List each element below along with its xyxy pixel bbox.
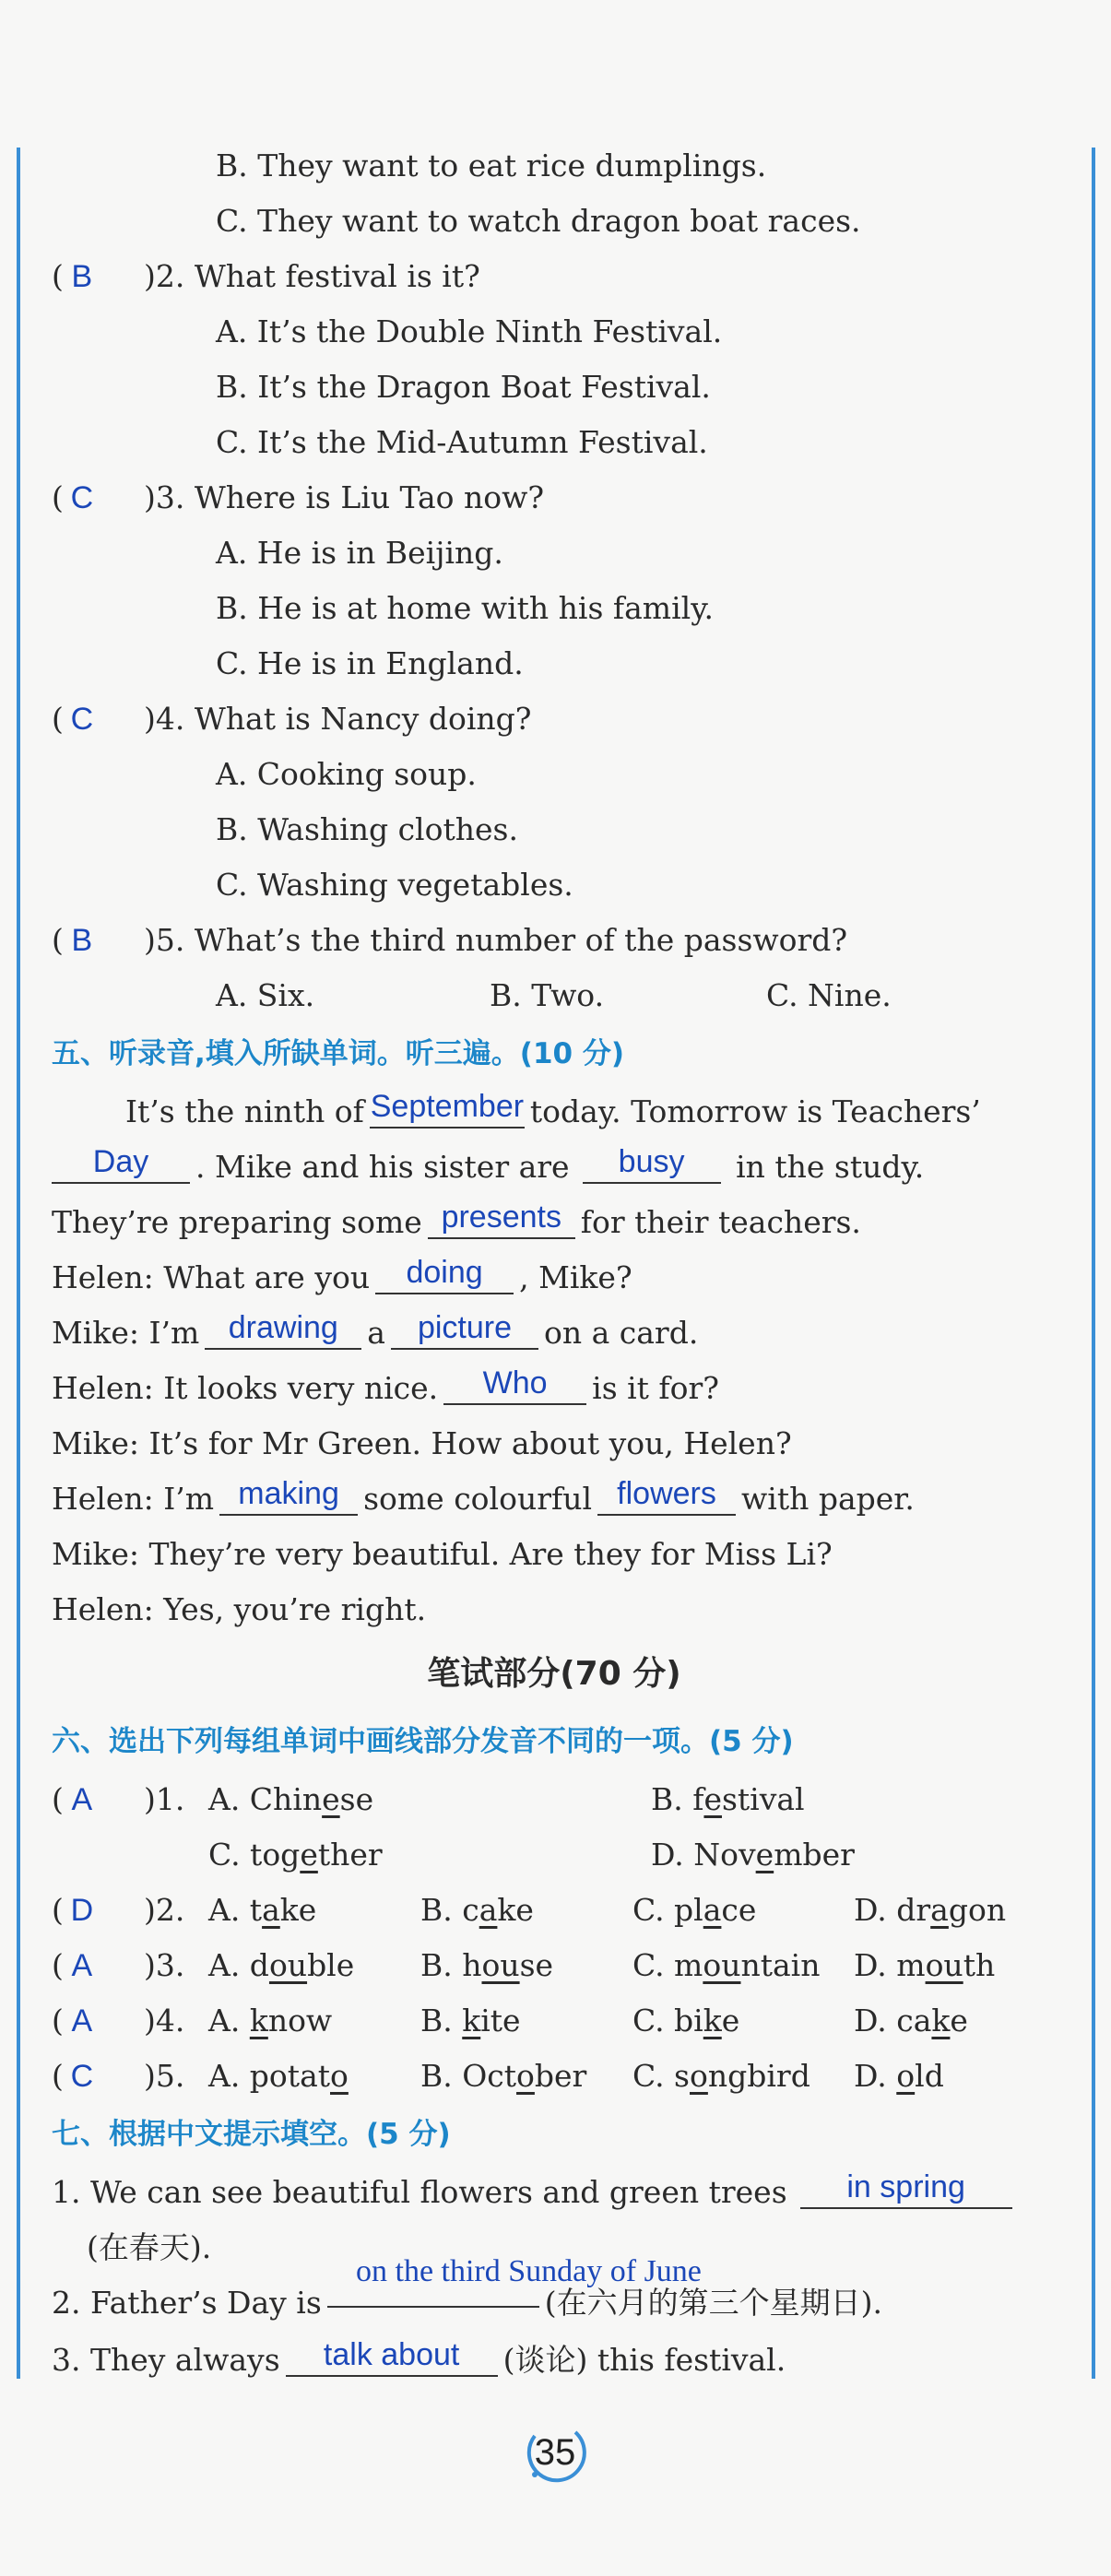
- option-c: C. mountain: [632, 1947, 821, 1983]
- option-c: C. bike: [632, 2003, 740, 2038]
- answer-blank: picture: [391, 1307, 538, 1350]
- passage-text: today. Tomorrow is Teachers’: [529, 1093, 981, 1129]
- option-d: D. cake: [854, 2003, 968, 2038]
- passage-line: Mike: They’re very beautiful. Are they for Miss Li?: [52, 1536, 833, 1572]
- option-c: C. Nine.: [766, 977, 892, 1013]
- answer-blank: Day: [52, 1141, 190, 1184]
- option-line: C. It’s the Mid-Autumn Festival.: [216, 424, 708, 460]
- answer-paren: ( C: [52, 2049, 100, 2104]
- answer-paren: ( A: [52, 1993, 100, 2049]
- passage-text: . Mike and his sister are: [195, 1149, 570, 1185]
- option-b: B. October: [420, 2058, 587, 2094]
- phonics-question: [52, 1883, 1057, 1938]
- answer-letter: C: [70, 2059, 94, 2094]
- question-number: )3.: [144, 479, 185, 515]
- option-a: A. Six.: [216, 977, 315, 1013]
- option-line: B. Washing clothes.: [216, 811, 518, 847]
- option-line: B. He is at home with his family.: [216, 590, 714, 626]
- option-line: C. Washing vegetables.: [216, 867, 573, 903]
- fill-line: (在春天).: [87, 2229, 212, 2265]
- option-a: A. take: [208, 1892, 317, 1928]
- question-number: )2.: [144, 258, 185, 294]
- passage-text: in the study.: [736, 1149, 925, 1185]
- passage-text: is it for?: [592, 1370, 719, 1406]
- passage-text: It’s the ninth of: [125, 1093, 364, 1129]
- page-number: 35: [518, 2416, 592, 2489]
- answer-blank: September: [370, 1086, 525, 1128]
- passage-line: [52, 1250, 1057, 1306]
- passage-text: Mike: I’m: [52, 1315, 200, 1351]
- option-line: C. He is in England.: [216, 645, 524, 681]
- option-row: [52, 968, 1057, 1023]
- answer-letter: A: [71, 1948, 93, 1983]
- option-d: D. November: [651, 1837, 855, 1873]
- passage-line: Mike: It’s for Mr Green. How about you, Helen?: [52, 1425, 792, 1461]
- option-b: B. Two.: [490, 977, 605, 1013]
- answer-blank: doing: [375, 1252, 514, 1294]
- phonics-question: [52, 2049, 1057, 2104]
- question-line: [52, 249, 1057, 304]
- phonics-rows: [52, 1883, 1057, 2104]
- passage-line: [52, 1471, 1057, 1527]
- answer-blank: presents: [428, 1197, 575, 1239]
- question-line: [52, 691, 1057, 747]
- fill-text: 1. We can see beautiful flowers and green trees: [52, 2174, 787, 2210]
- answer-letter: C: [70, 480, 94, 515]
- answer-letter: A: [71, 1782, 93, 1817]
- answer-blank: talk about: [286, 2334, 498, 2377]
- option-b: B. cake: [420, 1892, 534, 1928]
- fill-text: 2. Father’s Day is: [52, 2285, 322, 2321]
- answer-letter: C: [70, 702, 94, 737]
- passage-text: with paper.: [741, 1481, 915, 1517]
- passage-text: a: [367, 1315, 385, 1351]
- passage-text: for their teachers.: [580, 1204, 861, 1240]
- question-text: Where is Liu Tao now?: [194, 479, 545, 515]
- answer-paren: ( B: [52, 913, 144, 968]
- question-text: What’s the third number of the password?: [194, 922, 848, 958]
- question-number: )4.: [144, 701, 185, 737]
- answer-paren: ( C: [52, 470, 144, 526]
- option-b: B. festival: [651, 1781, 805, 1817]
- question-number: )5.: [144, 922, 185, 958]
- question-number: )3.: [144, 1947, 185, 1983]
- answer-blank: Who: [443, 1363, 586, 1405]
- option-d: D. dragon: [854, 1892, 1007, 1928]
- answer-paren: ( C: [52, 691, 144, 747]
- option-c: C. place: [632, 1892, 757, 1928]
- option-line: B. They want to eat rice dumplings.: [216, 148, 767, 183]
- passage-line: [52, 1361, 1057, 1416]
- option-c: C. together: [208, 1837, 383, 1873]
- fill-text: (在六月的第三个星期日).: [544, 2285, 883, 2321]
- phonics-question: [52, 1772, 1057, 1827]
- fill-text: (谈论) this festival.: [502, 2342, 786, 2378]
- written-section-title: 笔试部分(70 分): [427, 1655, 681, 1693]
- answer-blank: in spring: [800, 2167, 1012, 2209]
- passage-line: [52, 1306, 1057, 1361]
- passage-text: Helen: I’m: [52, 1481, 215, 1517]
- section-title: 五、听录音,填入所缺单词。听三遍。(10 分): [52, 1037, 625, 1070]
- fill-line: [52, 2165, 1057, 2220]
- option-b: B. kite: [420, 2003, 521, 2038]
- answer-paren: ( B: [52, 249, 144, 304]
- option-a: A. Chinese: [208, 1781, 374, 1817]
- fill-text: 3. They always: [52, 2342, 280, 2378]
- passage-text: on a card.: [543, 1315, 699, 1351]
- passage-text: some colourful: [363, 1481, 593, 1517]
- answer-letter: B: [71, 259, 93, 294]
- option-d: D. old: [854, 2058, 944, 2094]
- section-title: 七、根据中文提示填空。(5 分): [52, 2118, 451, 2151]
- answer-paren: ( A: [52, 1772, 100, 1827]
- question-text: What is Nancy doing?: [194, 701, 532, 737]
- passage-line: [52, 1084, 1057, 1140]
- question-number: )4.: [144, 2003, 185, 2038]
- answer-blank: busy: [583, 1141, 721, 1184]
- option-c: C. songbird: [632, 2058, 810, 2094]
- option-a: A. potato: [208, 2058, 349, 2094]
- answer-letter: A: [71, 2003, 93, 2038]
- passage-text: Helen: It looks very nice.: [52, 1370, 439, 1406]
- answer-text: on the third Sunday of June: [356, 2254, 702, 2288]
- option-line: A. It’s the Double Ninth Festival.: [216, 313, 723, 349]
- answer-letter: D: [70, 1893, 94, 1928]
- option-line: C. They want to watch dragon boat races.: [216, 203, 861, 239]
- passage-text: , Mike?: [519, 1259, 632, 1295]
- answer-paren: ( D: [52, 1883, 100, 1938]
- option-line: B. It’s the Dragon Boat Festival.: [216, 369, 711, 405]
- answer-blank: drawing: [205, 1307, 361, 1350]
- answer-blank: making: [219, 1473, 358, 1516]
- option-line: A. He is in Beijing.: [216, 535, 503, 571]
- question-number: )5.: [144, 2058, 185, 2094]
- phonics-question: [52, 1993, 1057, 2049]
- option-line: A. Cooking soup.: [216, 756, 477, 792]
- question-number: )1.: [144, 1781, 185, 1817]
- passage-text: They’re preparing some: [52, 1204, 422, 1240]
- fill-line: [52, 2254, 1057, 2333]
- passage-line: Helen: Yes, you’re right.: [52, 1591, 427, 1627]
- option-b: B. house: [420, 1947, 554, 1983]
- passage-line: [52, 1140, 1057, 1195]
- option-a: A. double: [208, 1947, 355, 1983]
- answer-blank: flowers: [597, 1473, 736, 1516]
- question-text: What festival is it?: [194, 258, 480, 294]
- question-line: [52, 470, 1057, 526]
- section-title: 六、选出下列每组单词中画线部分发音不同的一项。(5 分): [52, 1725, 794, 1758]
- answer-letter: B: [71, 923, 93, 958]
- phonics-question: [52, 1938, 1057, 1993]
- question-number: )2.: [144, 1892, 185, 1928]
- option-a: A. know: [208, 2003, 333, 2038]
- passage-text: Helen: What are you: [52, 1259, 371, 1295]
- answer-paren: ( A: [52, 1938, 100, 1993]
- answer-blank: [327, 2306, 539, 2308]
- worksheet-content: [52, 138, 1057, 2388]
- option-d: D. mouth: [854, 1947, 996, 1983]
- question-line: [52, 913, 1057, 968]
- passage-line: [52, 1195, 1057, 1250]
- fill-line: [52, 2333, 1057, 2388]
- phonics-question-cont: [52, 1827, 1057, 1883]
